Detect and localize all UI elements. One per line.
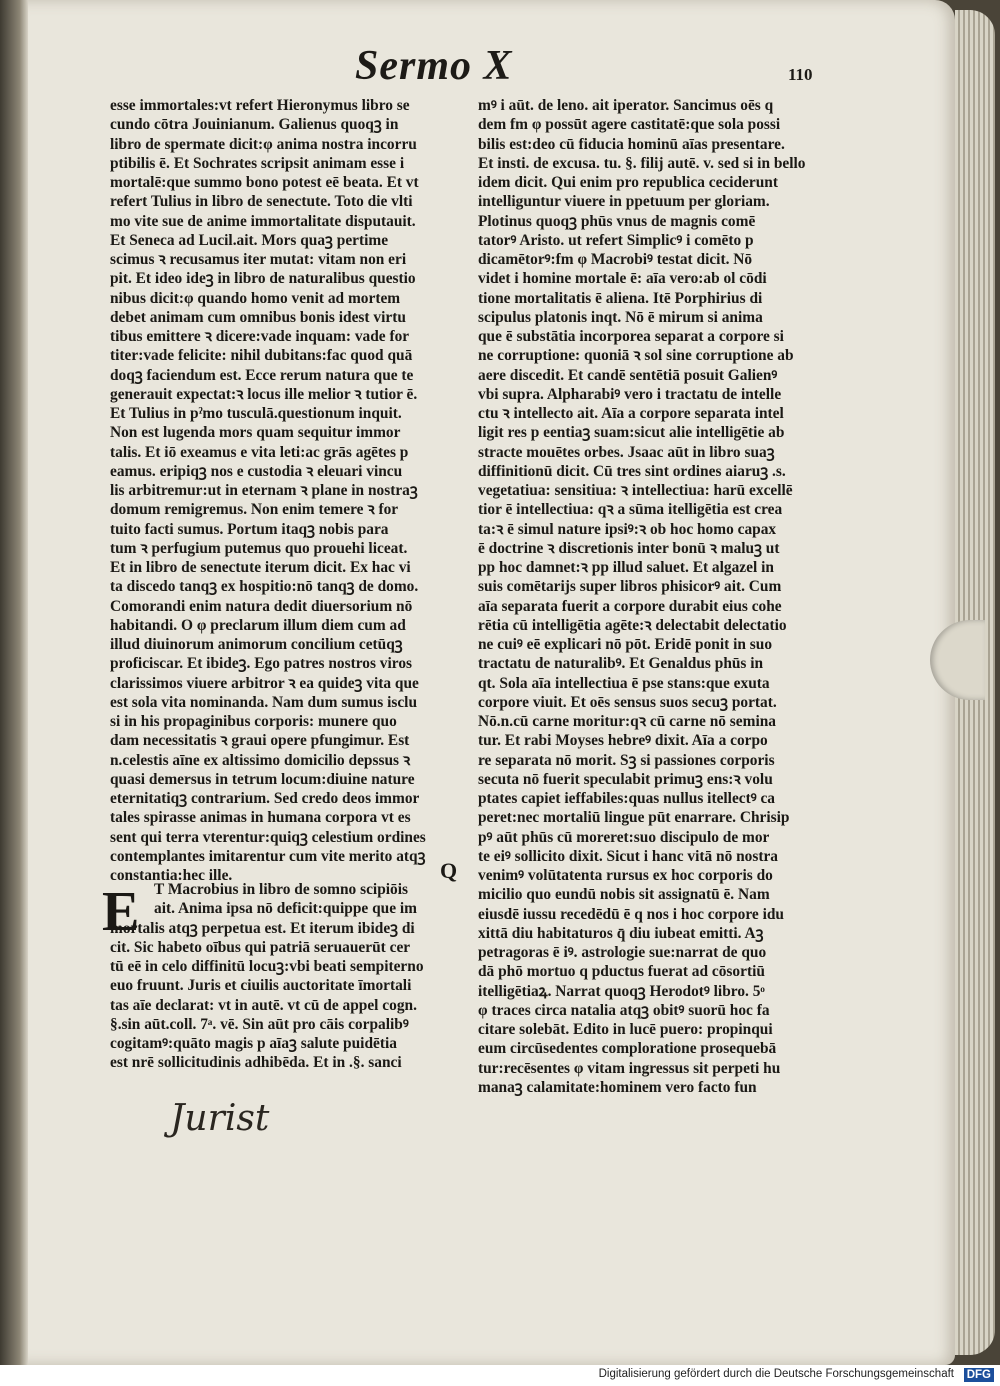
text-line: mortalē:que summo bono potest eē beata. Et vt: [110, 174, 419, 191]
text-line: ta:ꝛ ē simul nature ipsiꝰ:ꝛ ob hoc homo capax: [478, 520, 777, 538]
text-line: manaꝫ calamitate:hominem vero facto fun: [478, 1078, 757, 1096]
text-line: talis. Et iō exeamus e vita leti:ac grās agētes p: [110, 443, 409, 461]
text-line: re separata nō morit. Sꝫ si passiones corporis: [478, 751, 775, 769]
text-line: lis arbitremur:ut in eternam ꝛ plane in nostraꝫ: [110, 482, 418, 499]
text-line: venimꝰ volūtatenta rursus ex hoc corporis do: [478, 867, 773, 884]
funding-credit: Digitalisierung gefördert durch die Deutsche Forschungsgemeinschaft: [598, 1368, 954, 1380]
text-line: T Macrobius in libro de somno scipiōis: [154, 881, 408, 898]
text-line: titer:vade felicite: nihil dubitans:fac quod quā: [110, 347, 413, 365]
text-line: tas aīe declarat: vt in autē. vt cū de appel cogn.: [110, 996, 417, 1014]
text-line: doqꝫ faciendum est. Ecce rerum natura que te: [110, 366, 414, 384]
marginal-handwritten-note: Jurist: [170, 1098, 270, 1139]
text-line: eternitatiqꝫ contrarium. Sed credo deos immor: [110, 790, 420, 807]
text-line: est sola vita nominanda. Nam dum sumus isclu: [110, 693, 418, 711]
text-line: scimus ꝛ recusamus iter mutat: vitam non eri: [110, 251, 407, 268]
text-line: xittā diu habitaturos q̄ diu iubeat emitti. Aꝫ: [478, 924, 764, 942]
text-line: contemplantes imitarentur cum vite merito atqꝫ: [110, 847, 426, 865]
text-line: tales spirasse animas in humana corpora vt es: [110, 809, 411, 827]
text-line: Et insti. de excusa. tu. §. filij autē. v. sed si in bello: [478, 154, 806, 172]
text-line: dem fm φ possūt agere castitatē:que sola possi: [478, 116, 781, 134]
text-line: refert Tulius in libro de senectute. Toto die vlti: [110, 193, 413, 211]
text-line: tur:recēsentes φ vitam ingressus sit perpeti hu: [478, 1059, 781, 1077]
text-line: pit. Et ideo ideꝫ in libro de naturalibus questio: [110, 270, 416, 288]
text-line: tum ꝛ perfugium putemus quo prouehi liceat.: [110, 539, 408, 557]
text-line: mortalis atqꝫ perpetua est. Et iterum ibideꝫ di: [110, 919, 415, 937]
text-line: dicamētorꝰ:fm φ Macrobiꝰ testat dicit. Nō: [478, 251, 753, 268]
text-line: peret:nec mortaliū lingue pūt enarrare. Chrisip: [478, 809, 790, 827]
text-line: ne corruptione: quoniā ꝛ sol sine corruptione ab: [478, 347, 794, 365]
text-line: tū eē in celo diffinitū locuꝫ:vbi beati sempiterno: [110, 958, 424, 975]
text-line: intelliguntur viuere in ppetuum per gloriam.: [478, 193, 770, 211]
text-line: vegetatiua: sensitiua: ꝛ intellectiua: harū excellē: [478, 482, 793, 499]
text-line: tior ē intellectiua: qꝛ a sūma itelligētia est crea: [478, 501, 783, 519]
text-line: eiusdē iussu recedēdū ē q nos i hoc corpore idu: [478, 905, 784, 923]
text-line: mo vite sue de anime immortalitate disputauit.: [110, 212, 416, 230]
left-column-bottom: [110, 880, 455, 1073]
text-line: que ē substātia incorporea separat a corpore si: [478, 328, 784, 345]
text-line: tatorꝰ Aristo. ut refert Simplicꝰ i comēto p: [478, 231, 754, 249]
text-line: mꝰ i aūt. de leno. ait iperator. Sancimus oēs q: [478, 97, 774, 114]
text-line: proficiscar. Et ibideꝫ. Ego patres nostros viros: [110, 655, 413, 673]
text-line: dā phō mortuo q pductus fuerat ad cōsortiū: [478, 963, 765, 981]
text-line: debet animam cum omnibus bonis idest virtu: [110, 308, 406, 326]
text-line: ctu ꝛ intellecto ait. Aīa a corpore separata intel: [478, 405, 784, 422]
text-line: est nrē sollicitudinis adhibēda. Et in .§. sanci: [110, 1054, 402, 1072]
text-line: tione mortalitatis ē aliena. Itē Porphirius di: [478, 289, 763, 307]
text-line: Comorandi enim natura dedit diuersorium nō: [110, 597, 413, 615]
text-line: ligit res p eentiaꝫ suam:sicut alie intelligētie ab: [478, 424, 785, 442]
text-line: eum circūsedentes comploratione prosequebā: [478, 1040, 777, 1058]
text-line: Non est lugenda mors quam sequitur immor: [110, 424, 401, 442]
text-line: Et Seneca ad Lucil.ait. Mors quaꝫ pertime: [110, 231, 389, 249]
text-line: si in his propaginibus corporis: munere quo: [110, 713, 397, 730]
text-line: cit. Sic habeto oībus qui patriā seruauerūt cer: [110, 938, 411, 956]
text-line: pp hoc damnet:ꝛ pp illud saluet. Et algazel in: [478, 559, 774, 576]
text-line: cundo cōtra Jouinianum. Galienus quoqꝫ in: [110, 116, 399, 134]
text-line: clarissimos viuere arbitror ꝛ ea quideꝫ vita que: [110, 674, 419, 692]
book-gutter: [0, 0, 28, 1365]
text-line: diffinitionū dicit. Cū tres sint ordines aiaruꝫ .s.: [478, 462, 786, 480]
text-line: Et in libro de senectute iterum dicit. Ex hac vi: [110, 559, 411, 576]
text-line: eamus. eripiqꝫ nos e custodia ꝛ eleuari vincu: [110, 462, 403, 480]
left-column-top: [110, 96, 458, 885]
text-line: φ traces circa natalia atqꝫ obitꝰ suorū hoc fa: [478, 1001, 770, 1019]
text-line: suis comētarijs super libros phisicorꝰ ait. Cum: [478, 578, 782, 596]
text-line: vbi supra. Alpharabiꝰ vero i tractatu de intelle: [478, 385, 782, 403]
text-line: corpore viuit. Et oēs sensus suos secuꝫ portat.: [478, 693, 777, 711]
text-line: quasi demersus in tetrum locum:diuine nature: [110, 770, 415, 788]
text-line: videt i homine mortale ē: aīa vero:ab ol cōdi: [478, 270, 767, 288]
running-title: Sermo X: [355, 43, 513, 89]
text-line: sent qui terra vterentur:quiqꝫ celestium ordines: [110, 828, 426, 846]
text-line: qt. Sola aīa intellectiua ē pse stans:que exuta: [478, 674, 770, 692]
dfg-logo: DFG: [964, 1368, 994, 1382]
text-line: cogitamꝰ:quāto magis p aīaꝫ salute puidētia: [110, 1035, 397, 1052]
text-line: aīa separata fuerit a corpore durabit eius cohe: [478, 597, 782, 615]
text-line: pꝰ aūt phūs cū moreret:suo discipulo de mor: [478, 828, 770, 846]
text-line: generauit expectat:ꝛ locus ille melior ꝛ tutior ē.: [110, 385, 418, 403]
text-line: te eiꝰ sollicito dixit. Sicut i hanc vitā nō nostra: [478, 847, 779, 865]
text-line: petragoras ē iꝰ. astrologie sue:narrat de quo: [478, 944, 767, 961]
text-line: libro de spermate dicit:φ anima nostra incorru: [110, 135, 417, 153]
text-line: Nō.n.cū carne moritur:qꝛ cū carne nō semina: [478, 713, 776, 730]
text-line: ptibilis ē. Et Sochrates scripsit animam esse i: [110, 154, 405, 172]
text-line: scipulus platonis inqt. Nō ē mirum si anima: [478, 308, 763, 326]
text-line: euo fruunt. Juris et ciuilis auctoritate īmortali: [110, 977, 412, 995]
text-line: secuta nō fuerit speculabit primuꝫ ens:ꝛ volu: [478, 770, 773, 788]
text-line: ait. Anima ipsa nō deficit:quippe que im: [154, 900, 417, 918]
initial-letter: E: [102, 881, 140, 943]
folio-number: 110: [788, 65, 813, 84]
text-line: ē doctrine ꝛ discretionis inter bonū ꝛ maluꝫ ut: [478, 539, 780, 557]
text-line: rētia cū intelligētia agēte:ꝛ delectabit delectatio: [478, 616, 787, 634]
text-line: Et Tulius in pˀmo tusculā.questionum inquit.: [110, 405, 402, 422]
text-line: §.sin aūt.coll. 7ᵃ. vē. Sin aūt pro cāis corpalibꝰ: [110, 1015, 409, 1033]
text-line: aere discedit. Et candē sentētiā posuit Galienꝰ: [478, 366, 778, 384]
text-line: dam necessitatis ꝛ graui opere pfungimur. Est: [110, 732, 410, 750]
text-line: stracte mouētes orbes. Jsaac aūt in libro suaꝫ: [478, 443, 775, 461]
text-line: habitandi. O φ preclarum illum diem cum ad: [110, 616, 406, 634]
text-line: ptates capiet ieffabiles:quas nullus itellectꝰ ca: [478, 790, 775, 807]
text-line: bilis est:deo cū fiducia hominū aīas presentare.: [478, 135, 785, 153]
text-line: nibus dicit:φ quando homo venit ad mortem: [110, 289, 401, 307]
text-line: tuito facti sumus. Portum itaqꝫ nobis para: [110, 520, 389, 538]
text-line: n.celestis aīne ex altissimo domicilio depssus ꝛ: [110, 751, 411, 769]
section-marker: Q: [440, 858, 458, 883]
text-line: itelligētiaꝝ. Narrat quoqꝫ Herodotꝰ libro. 5ᵒ: [478, 982, 765, 1000]
text-line: domum remigremus. Non enim temere ꝛ for: [110, 501, 399, 519]
text-line: constantia:hec ille.: [110, 867, 233, 884]
text-line: ta discedo tanqꝫ ex hospitio:nō tanqꝫ de domo.: [110, 578, 419, 596]
text-line: idem dicit. Qui enim pro republica ceciderunt: [478, 174, 778, 191]
text-line: tibus emittere ꝛ dicere:vade inquam: vade for: [110, 328, 410, 345]
right-column: [478, 96, 823, 1097]
text-line: ne cuiꝰ eē explicari nō pōt. Eridē ponit in suo: [478, 636, 773, 653]
text-line: illud diuinorum animorum concilium cetūqꝫ: [110, 636, 403, 653]
text-line: Plotinus quoqꝫ phūs vnus de magnis comē: [478, 212, 756, 230]
text-line: tur. Et rabi Moyses hebreꝰ dixit. Aīa a corpo: [478, 732, 768, 750]
text-line: micilio quo eundū nobis sit assignatū ē. Nam: [478, 886, 770, 904]
text-line: esse immortales:vt refert Hieronymus libro se: [110, 97, 410, 114]
text-line: tractatu de naturalibꝰ. Et Genaldus phūs in: [478, 655, 764, 673]
text-line: citare solebāt. Edito in lucē puero: propinqui: [478, 1021, 773, 1038]
